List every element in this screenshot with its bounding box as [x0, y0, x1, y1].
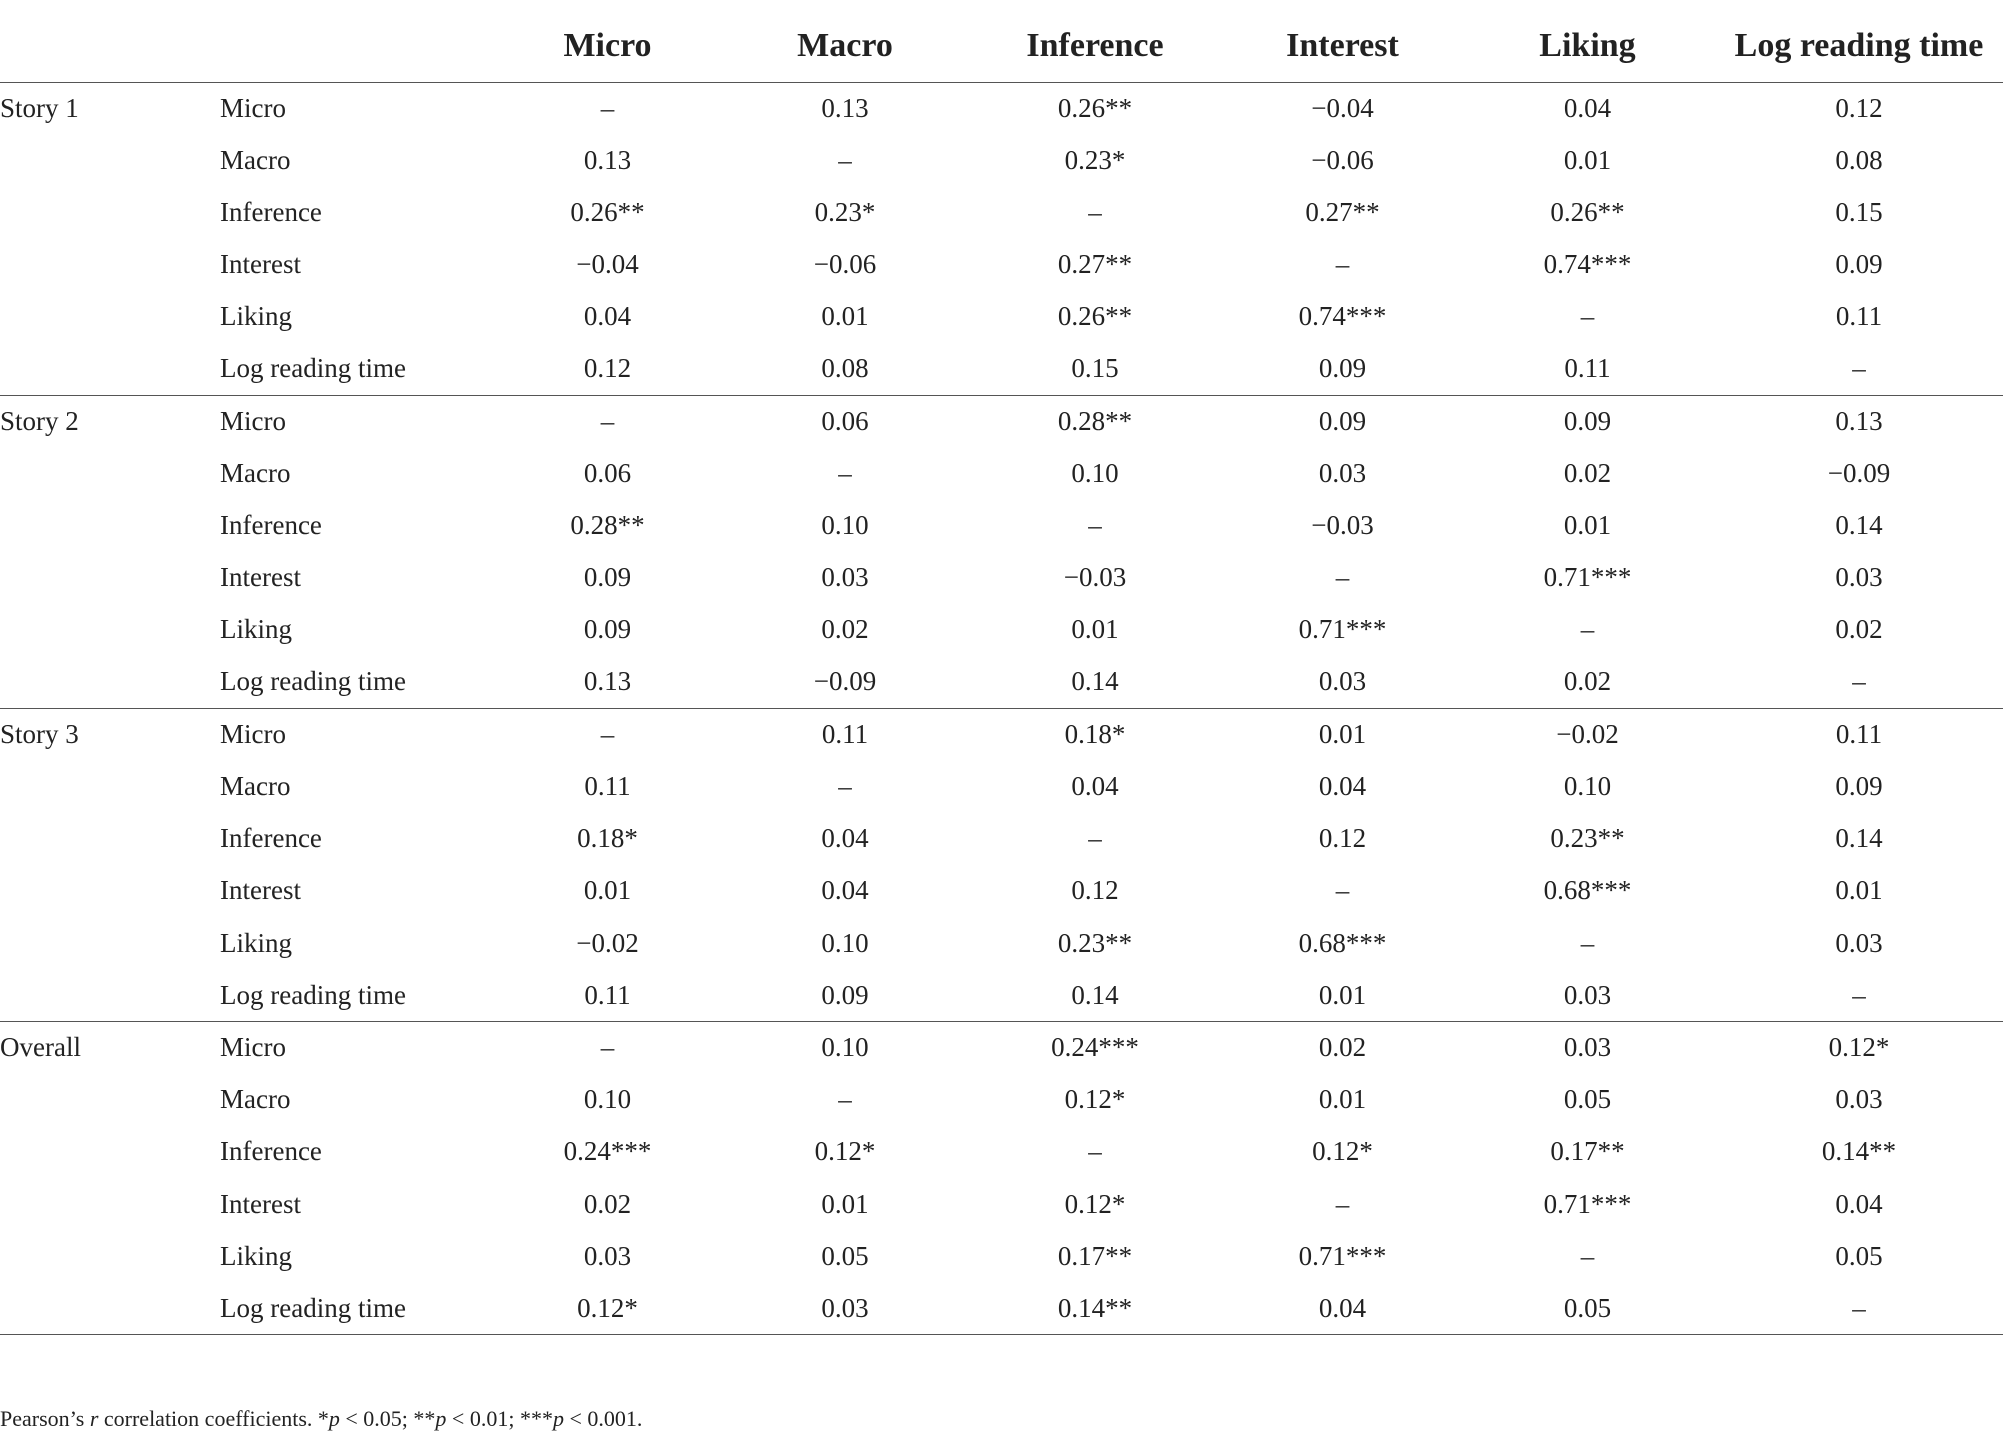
- table-cell: 0.05: [821, 1240, 869, 1271]
- table-cell: 0.12*: [1064, 1188, 1126, 1219]
- table-cell: 0.09: [1563, 405, 1612, 436]
- table-cell: 0.01: [583, 875, 632, 906]
- table-cell: −0.09: [725, 656, 965, 708]
- table-cell: 0.14: [1835, 823, 1883, 854]
- table-row: [0, 291, 2003, 343]
- table-cell: 0.06: [821, 405, 869, 436]
- table-cell: –: [838, 457, 852, 488]
- group-label: [0, 186, 220, 238]
- row-variable-label: Log reading time: [220, 656, 490, 708]
- table-cell: 0.17**: [1057, 1240, 1133, 1271]
- table-cell: 0.26**: [1057, 92, 1133, 123]
- row-variable-label: Macro: [220, 457, 291, 488]
- table-cell: 0.01: [821, 1188, 869, 1219]
- table-cell: 0.28**: [1057, 405, 1133, 436]
- row-variable-label: Log reading time: [220, 1282, 490, 1334]
- group-label: [0, 447, 220, 499]
- table-cell: –: [838, 1084, 852, 1115]
- table-row: [0, 1230, 2003, 1282]
- group-label: [0, 1230, 220, 1282]
- group-label: [0, 552, 220, 604]
- table-cell: –: [838, 144, 852, 175]
- header-inference: Inference: [965, 10, 1225, 82]
- table-cell: 0.74***: [1298, 301, 1387, 332]
- table-row: [0, 917, 2003, 969]
- row-variable-label: Inference: [220, 1136, 322, 1167]
- table-cell: 0.14: [1835, 510, 1883, 541]
- table-cell: 0.12: [1318, 823, 1367, 854]
- table-cell: 0.01: [1318, 719, 1367, 750]
- table-cell: 0.09: [1318, 405, 1367, 436]
- table-row: [0, 656, 2003, 708]
- table-cell: 0.04: [821, 823, 869, 854]
- table-cell: −0.04: [1311, 92, 1374, 123]
- table-cell: 0.14: [965, 969, 1225, 1021]
- table-cell: −0.06: [813, 249, 877, 280]
- group-label: [0, 969, 220, 1021]
- table-cell: −0.06: [1311, 144, 1374, 175]
- table-cell: –: [1335, 1188, 1350, 1219]
- row-variable-label: Log reading time: [220, 343, 490, 395]
- header-interest: Interest: [1225, 10, 1460, 82]
- table-cell: 0.08: [725, 343, 965, 395]
- table-cell: 0.71***: [1543, 1188, 1632, 1219]
- row-variable-label: Interest: [220, 249, 301, 280]
- header-micro: Micro: [490, 10, 725, 82]
- table-cell: 0.71***: [1543, 562, 1632, 593]
- table-cell: 0.09: [725, 969, 965, 1021]
- table-cell: −0.09: [1827, 457, 1891, 488]
- table-cell: 0.23*: [814, 196, 876, 227]
- footnote-text: correlation coefficients. *: [98, 1406, 329, 1431]
- group-label: Overall: [0, 1032, 81, 1063]
- table-row: [0, 552, 2003, 604]
- row-variable-label: Inference: [220, 823, 322, 854]
- footnote-p3: p: [552, 1406, 564, 1431]
- table-row: [0, 760, 2003, 812]
- table-row: [0, 1126, 2003, 1178]
- table-cell: 0.14: [965, 656, 1225, 708]
- table-cell: 0.12: [1071, 875, 1119, 906]
- table-cell: 0.01: [1563, 144, 1612, 175]
- table-cell: 0.01: [1225, 969, 1460, 1021]
- table-cell: 0.03: [821, 562, 869, 593]
- table-cell: –: [1715, 969, 2003, 1021]
- table-cell: 0.11: [584, 771, 631, 802]
- table-cell: 0.26**: [1057, 301, 1133, 332]
- footnote-lead: Pearson’s: [0, 1406, 90, 1431]
- table-row: [0, 395, 2003, 447]
- table-cell: 0.17**: [1550, 1136, 1625, 1167]
- table-row: [0, 447, 2003, 499]
- table-cell: −0.04: [576, 249, 639, 280]
- table-cell: 0.01: [821, 301, 869, 332]
- group-label: [0, 656, 220, 708]
- table-cell: 0.11: [821, 719, 869, 750]
- table-row: [0, 1178, 2003, 1230]
- table-row: [0, 969, 2003, 1021]
- table-cell: –: [600, 92, 615, 123]
- table-cell: 0.01: [1071, 614, 1119, 645]
- table-cell: 0.10: [821, 510, 869, 541]
- table-cell: 0.24***: [1051, 1032, 1139, 1063]
- table-row: [0, 708, 2003, 760]
- table-cell: 0.02: [1563, 457, 1612, 488]
- group-label: [0, 500, 220, 552]
- table-cell: 0.03: [1225, 656, 1460, 708]
- table-cell: –: [1088, 510, 1102, 541]
- table-cell: 0.02: [821, 614, 869, 645]
- table-cell: 0.18*: [1064, 719, 1126, 750]
- header-macro: Macro: [725, 10, 965, 82]
- table-cell: 0.15: [1835, 196, 1883, 227]
- group-label: [0, 239, 220, 291]
- row-variable-label: Interest: [220, 562, 301, 593]
- table-row: [0, 186, 2003, 238]
- row-variable-label: Inference: [220, 510, 322, 541]
- group-label: [0, 917, 220, 969]
- table-cell: 0.03: [1460, 969, 1715, 1021]
- table-cell: 0.12*: [490, 1282, 725, 1334]
- row-variable-label: Macro: [220, 771, 291, 802]
- row-variable-label: Interest: [220, 875, 301, 906]
- table-cell: –: [1335, 249, 1350, 280]
- table-cell: 0.27**: [1305, 196, 1380, 227]
- table-cell: –: [1580, 1240, 1595, 1271]
- group-label: [0, 604, 220, 656]
- table-cell: 0.15: [965, 343, 1225, 395]
- table-cell: –: [1715, 343, 2003, 395]
- table-cell: 0.03: [1835, 1084, 1883, 1115]
- table-cell: 0.05: [1835, 1240, 1883, 1271]
- group-label: Story 2: [0, 405, 79, 436]
- table-cell: 0.04: [1563, 92, 1612, 123]
- group-label: [0, 1074, 220, 1126]
- table-cell: 0.23*: [1064, 144, 1126, 175]
- table-cell: 0.10: [1071, 457, 1119, 488]
- table-cell: 0.10: [821, 927, 869, 958]
- table-cell: 0.09: [583, 614, 632, 645]
- table-cell: 0.02: [1318, 1032, 1367, 1063]
- table-cell: 0.09: [1225, 343, 1460, 395]
- row-variable-label: Liking: [220, 927, 292, 958]
- correlation-table: [0, 10, 2003, 1335]
- group-label: [0, 343, 220, 395]
- table-cell: 0.12*: [814, 1136, 876, 1167]
- table-cell: –: [1088, 823, 1102, 854]
- row-variable-label: Micro: [220, 92, 286, 123]
- table-cell: –: [1335, 875, 1350, 906]
- table-row: [0, 1074, 2003, 1126]
- table-cell: 0.04: [1835, 1188, 1883, 1219]
- table-cell: 0.02: [1460, 656, 1715, 708]
- row-variable-label: Macro: [220, 144, 291, 175]
- table-cell: 0.03: [583, 1240, 632, 1271]
- table-cell: 0.02: [1835, 614, 1883, 645]
- table-row: [0, 134, 2003, 186]
- row-variable-label: Liking: [220, 301, 292, 332]
- table-cell: 0.71***: [1298, 614, 1387, 645]
- table-cell: 0.01: [1835, 875, 1883, 906]
- table-cell: 0.09: [583, 562, 632, 593]
- table-cell: −0.02: [576, 927, 639, 958]
- header-liking: Liking: [1460, 10, 1715, 82]
- footnote-p2: p: [435, 1406, 447, 1431]
- table-cell: 0.03: [1563, 1032, 1612, 1063]
- group-label: [0, 291, 220, 343]
- table-row: [0, 604, 2003, 656]
- table-cell: 0.05: [1460, 1282, 1715, 1334]
- table-cell: 0.28**: [570, 510, 645, 541]
- group-label: Story 1: [0, 92, 79, 123]
- table-cell: –: [1088, 1136, 1102, 1167]
- footnote-p1: p: [328, 1406, 340, 1431]
- table-row: [0, 343, 2003, 395]
- table-cell: 0.26**: [1550, 196, 1625, 227]
- table-cell: 0.03: [1318, 457, 1367, 488]
- row-variable-label: Liking: [220, 614, 292, 645]
- group-label: [0, 134, 220, 186]
- row-variable-label: Liking: [220, 1240, 292, 1271]
- table-cell: 0.10: [1563, 771, 1612, 802]
- table-cell: 0.12: [1835, 92, 1883, 123]
- header-variable: [220, 10, 490, 82]
- table-cell: 0.74***: [1543, 249, 1632, 280]
- table-cell: 0.23**: [1057, 927, 1133, 958]
- group-label: Story 3: [0, 719, 79, 750]
- header-log-reading-time: Log reading time: [1715, 10, 2003, 82]
- table-cell: 0.12: [490, 343, 725, 395]
- table-cell: 0.04: [821, 875, 869, 906]
- footnote-r: r: [89, 1406, 99, 1431]
- table-cell: 0.13: [490, 656, 725, 708]
- table-cell: 0.14**: [1821, 1136, 1897, 1167]
- table-row: [0, 82, 2003, 134]
- table-cell: 0.06: [583, 457, 632, 488]
- table-cell: –: [600, 405, 615, 436]
- group-label: [0, 1126, 220, 1178]
- table-cell: 0.13: [583, 144, 632, 175]
- table-cell: 0.12*: [1828, 1032, 1890, 1063]
- table-cell: 0.09: [1835, 771, 1883, 802]
- table-cell: 0.13: [1835, 405, 1883, 436]
- table-cell: 0.01: [1563, 510, 1612, 541]
- table-cell: 0.68***: [1543, 875, 1632, 906]
- table-cell: 0.09: [1835, 249, 1883, 280]
- table-cell: 0.04: [1071, 771, 1119, 802]
- table-cell: 0.03: [1835, 562, 1883, 593]
- group-label: [0, 1178, 220, 1230]
- table-cell: –: [600, 719, 615, 750]
- group-label: [0, 1282, 220, 1334]
- row-variable-label: Micro: [220, 405, 286, 436]
- footnote-t1: < 0.05; **: [339, 1406, 436, 1431]
- table-cell: –: [600, 1032, 615, 1063]
- table-cell: 0.71***: [1298, 1240, 1387, 1271]
- table-cell: 0.26**: [570, 196, 645, 227]
- header-group: [0, 10, 220, 82]
- table-cell: 0.68***: [1298, 927, 1387, 958]
- table-row: [0, 813, 2003, 865]
- table-cell: 0.23**: [1550, 823, 1625, 854]
- table-cell: –: [1088, 196, 1102, 227]
- table-cell: 0.01: [1318, 1084, 1367, 1115]
- table-cell: 0.02: [583, 1188, 632, 1219]
- table-cell: 0.05: [1563, 1084, 1612, 1115]
- row-variable-label: Micro: [220, 719, 286, 750]
- table-cell: –: [1580, 301, 1595, 332]
- group-label: [0, 813, 220, 865]
- footnote-t2: < 0.01; ***: [446, 1406, 553, 1431]
- table-body: [0, 82, 2003, 1335]
- table-row: [0, 865, 2003, 917]
- table-cell: −0.03: [1311, 510, 1374, 541]
- table-cell: 0.12*: [1064, 1084, 1126, 1115]
- table-cell: 0.13: [821, 92, 869, 123]
- table-cell: 0.11: [1835, 719, 1883, 750]
- table-cell: 0.24***: [563, 1136, 652, 1167]
- table-cell: 0.11: [1835, 301, 1883, 332]
- row-variable-label: Inference: [220, 196, 322, 227]
- table-cell: 0.03: [1835, 927, 1883, 958]
- table-row: [0, 1282, 2003, 1334]
- footnote-t3: < 0.001.: [563, 1406, 643, 1431]
- table-cell: 0.10: [821, 1032, 869, 1063]
- table-cell: 0.10: [583, 1084, 632, 1115]
- table-cell: −0.03: [1063, 562, 1127, 593]
- table-cell: 0.11: [490, 969, 725, 1021]
- group-label: [0, 865, 220, 917]
- table-cell: –: [838, 771, 852, 802]
- row-variable-label: Interest: [220, 1188, 301, 1219]
- table-cell: 0.04: [1318, 771, 1367, 802]
- group-label: [0, 760, 220, 812]
- table-cell: −0.02: [1556, 719, 1619, 750]
- table-cell: –: [1715, 1282, 2003, 1334]
- table-cell: 0.04: [1225, 1282, 1460, 1334]
- row-variable-label: Micro: [220, 1032, 286, 1063]
- table-cell: 0.03: [725, 1282, 965, 1334]
- table-cell: 0.18*: [577, 823, 638, 854]
- table-cell: 0.12*: [1312, 1136, 1373, 1167]
- table-cell: 0.08: [1835, 144, 1883, 175]
- table-cell: –: [1715, 656, 2003, 708]
- table-cell: 0.14**: [965, 1282, 1225, 1334]
- table-footnote: [0, 1406, 642, 1432]
- row-variable-label: Macro: [220, 1084, 291, 1115]
- table-cell: –: [1335, 562, 1350, 593]
- table-cell: –: [1580, 927, 1595, 958]
- table-row: [0, 500, 2003, 552]
- table-cell: 0.11: [1460, 343, 1715, 395]
- table-cell: 0.27**: [1057, 249, 1133, 280]
- table-header-row: [0, 10, 2003, 82]
- row-variable-label: Log reading time: [220, 969, 490, 1021]
- table-row: [0, 1021, 2003, 1073]
- table-cell: –: [1580, 614, 1595, 645]
- table-cell: 0.04: [583, 301, 632, 332]
- table-row: [0, 239, 2003, 291]
